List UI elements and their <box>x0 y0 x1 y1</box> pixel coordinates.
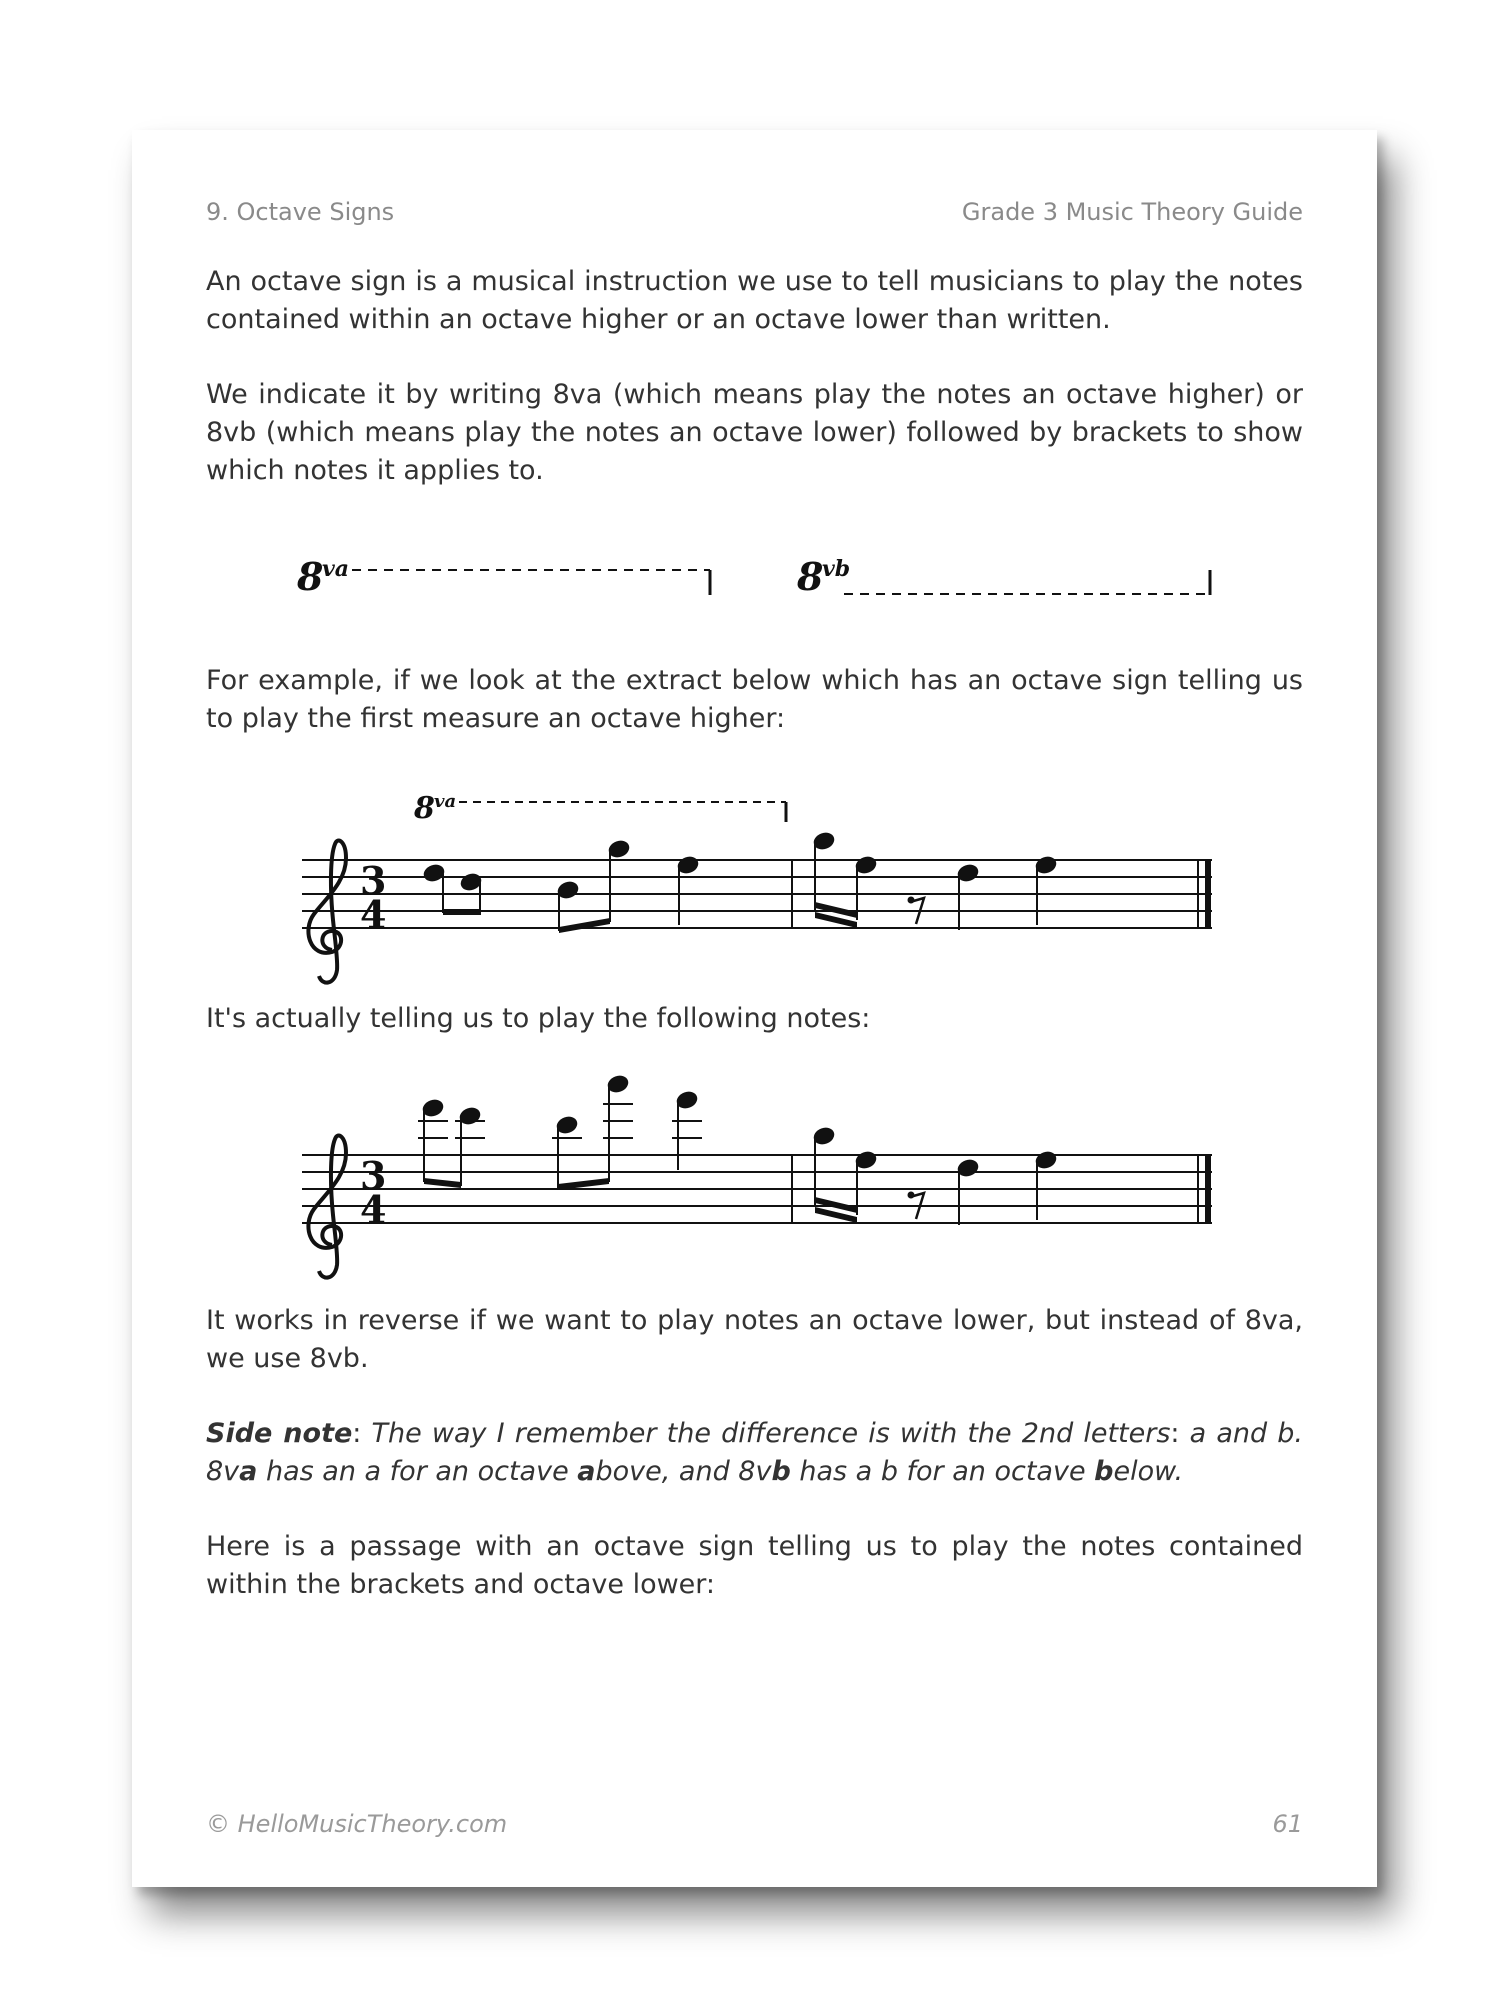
beam <box>559 918 610 933</box>
page-number: 61 <box>1272 1810 1303 1838</box>
side-note-mid2: bove, and 8v <box>595 1456 772 1487</box>
octave-down-sign-numeral: 8 <box>797 554 824 599</box>
staff1-measure2 <box>812 831 1058 930</box>
paragraph-passage: Here is a passage with an octave sign telling us to play the notes contained within the brackets and octave lower: <box>206 1531 1303 1600</box>
side-note-label: Side note <box>206 1418 353 1449</box>
paragraph-intro: An octave sign is a musical instruction we use to tell musicians to play the notes contained within an octave higher or an octave lower than written. <box>206 266 1303 335</box>
side-note-colon: : <box>352 1418 372 1449</box>
side-note-a-bold: a <box>239 1456 258 1487</box>
staff1-time-bottom: 4 <box>360 892 387 937</box>
paragraph-example: For example, if we look at the extract below which has an octave sign telling us to play the first measure an octave higher: <box>206 665 1303 734</box>
side-note-end: elow. <box>1113 1456 1184 1487</box>
beam <box>424 1178 461 1188</box>
octave-up-sign-suffix: va <box>322 556 350 582</box>
staff2-time-top: 3 <box>360 1153 387 1198</box>
staff2-lines <box>302 1155 1212 1223</box>
octave-signs-figure <box>132 130 1377 630</box>
octave-up-sign-numeral: 8 <box>297 554 324 599</box>
side-note-mid1: has an a for an octave <box>257 1456 578 1487</box>
side-note-line1: The way I remember the difference is with the 2nd letters <box>371 1418 1171 1449</box>
book-title: Grade 3 Music Theory Guide <box>961 198 1303 226</box>
staff1-measure1 <box>422 839 700 933</box>
side-note-a2-bold: a <box>577 1456 596 1487</box>
side-note <box>206 1415 1303 1491</box>
side-note-mid3: has a b for an octave <box>790 1456 1095 1487</box>
staff1-time-top: 3 <box>360 858 387 903</box>
side-note-line1-colon: : <box>1170 1418 1180 1449</box>
staff2-measure2 <box>812 1126 1058 1225</box>
chapter-title: 9. Octave Signs <box>206 198 395 226</box>
staff2-time-bottom: 4 <box>360 1187 387 1232</box>
paragraph-reverse: It works in reverse if we want to play notes an octave lower, but instead of 8va, we use 8vb. <box>206 1305 1303 1374</box>
side-note-b-bold: b <box>771 1456 791 1487</box>
beam <box>443 909 481 915</box>
paragraph-indicate: We indicate it by writing 8va (which means play the notes an octave higher) or 8vb (which means play the notes an octave lower) followed by brackets to show which notes it applies to. <box>206 379 1303 486</box>
octave-down-sign-suffix: vb <box>822 556 851 582</box>
staff1-octave-suffix: va <box>434 791 457 812</box>
side-note-b2-bold: b <box>1094 1456 1114 1487</box>
side-note-line1-end: a and b. 8v <box>206 1418 1303 1487</box>
staff1-octave-numeral: 8 <box>414 791 435 826</box>
copyright-text: © HelloMusicTheory.com <box>206 1810 508 1838</box>
staff-written <box>132 770 1377 1100</box>
document-page <box>132 130 1377 1887</box>
paragraph-actual: It's actually telling us to play the following notes: <box>206 1003 871 1034</box>
